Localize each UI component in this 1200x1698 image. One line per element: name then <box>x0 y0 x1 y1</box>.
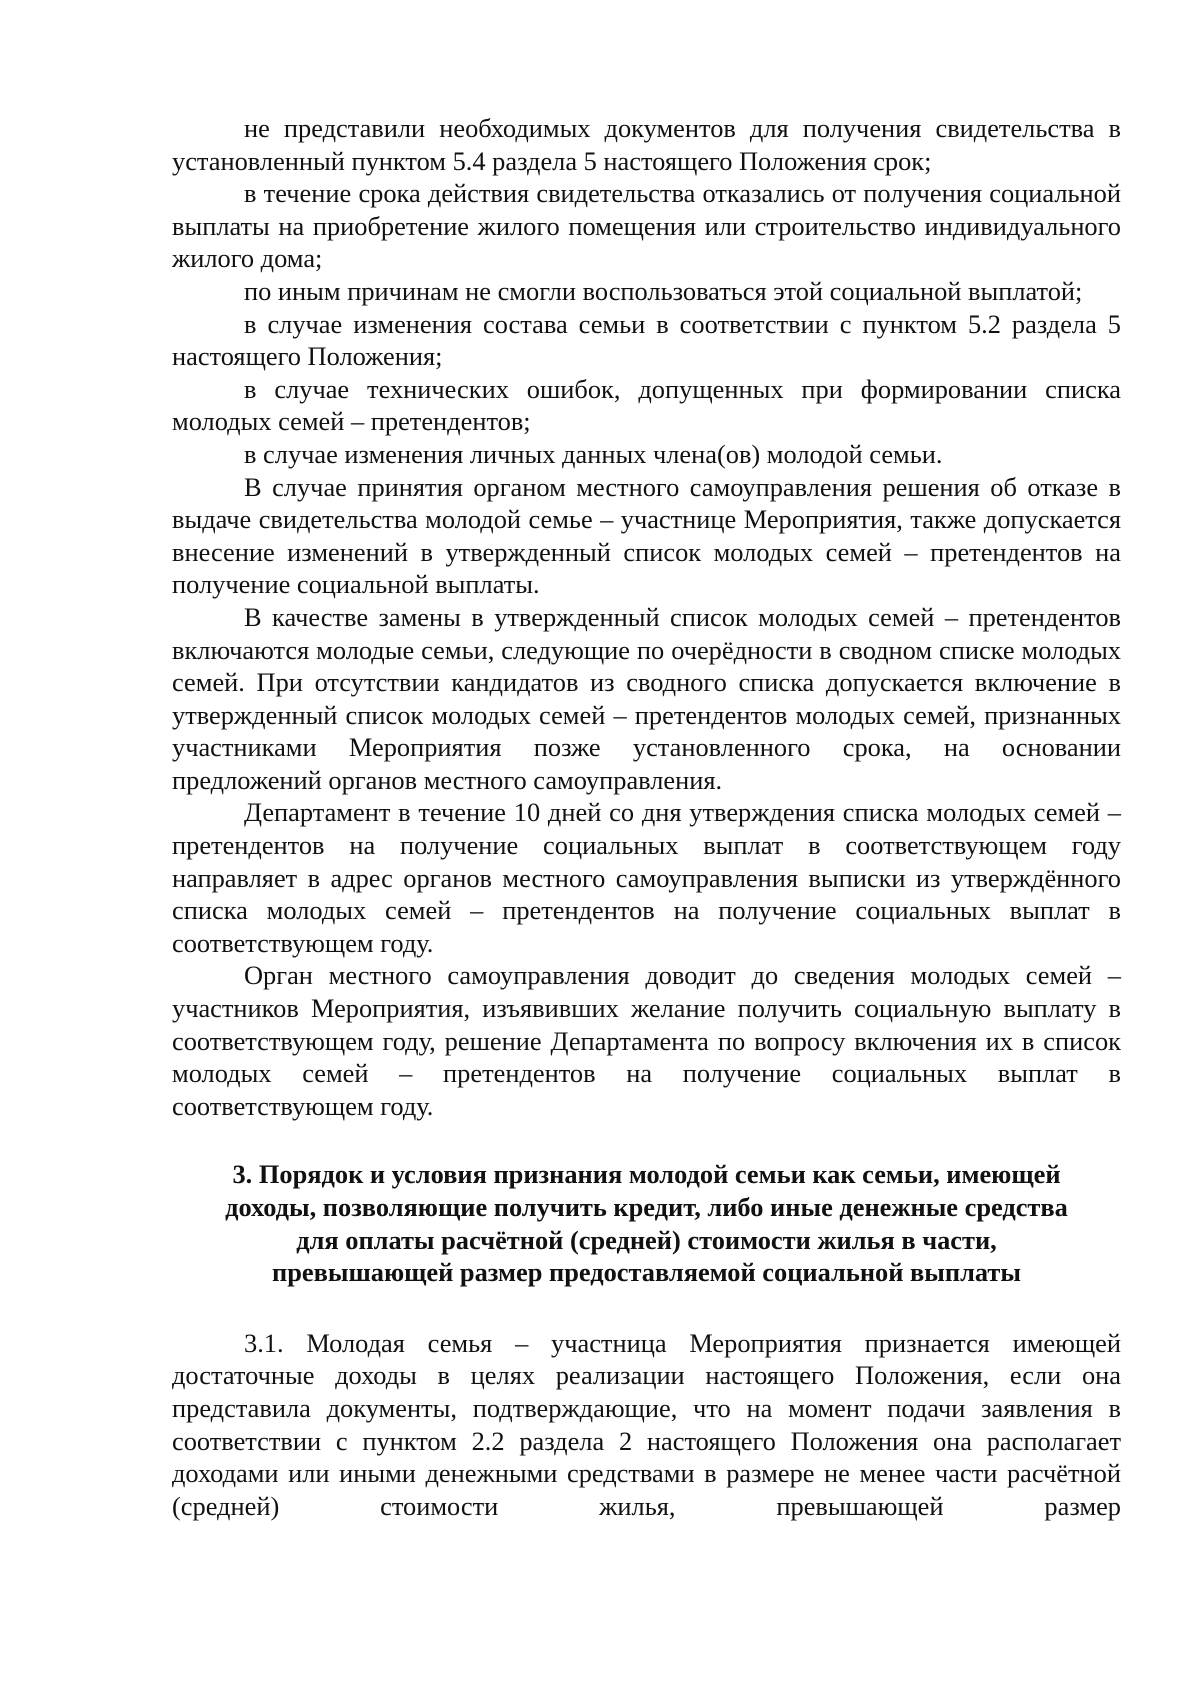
document-page <box>172 112 1121 1522</box>
paragraph-missing-documents: не представили необходимых документов для получения свидетельства в установленный пунктом 5.4 раздела 5 настоящего Положения срок; <box>172 113 1121 176</box>
paragraph-other-reasons: по иным причинам не смогли воспользоваться этой социальной выплатой; <box>244 275 1083 306</box>
paragraph-refused-payment: в течение срока действия свидетельства отказались от получения социальной выплаты на приобретение жилого помещения или строительство индивидуального жилого дома; <box>172 178 1121 274</box>
paragraph-technical-errors: в случае технических ошибок, допущенных при формировании списка молодых семей – претендентов; <box>172 373 1121 437</box>
paragraph-family-change: в случае изменения состава семьи в соответствии с пунктом 5.2 раздела 5 настоящего Положения; <box>172 308 1121 372</box>
section-heading-line-2: доходы, позволяющие получить кредит, либо иные денежные средства <box>225 1192 1068 1222</box>
paragraph-replacement: В качестве замены в утвержденный список молодых семей – претендентов включаются молодые семьи, следующие по очерёдности в сводном списке молодых семей. При отсутствии кандидатов из сводного списка допускается включение в утвержденный список молодых семей – претендентов молодых семей, признанных участниками Мероприятия позже установленного срока, на основании предложений органов местного самоуправления. <box>172 601 1121 795</box>
section-heading-line-3: для оплаты расчётной (средней) стоимости жилья в части, <box>296 1224 997 1255</box>
paragraph-personal-data-change: в случае изменения личных данных члена(ов) молодой семьи. <box>244 438 943 469</box>
paragraph-department-extracts: Департамент в течение 10 дней со дня утверждения списка молодых семей – претендентов на получение социальных выплат в соответствующем году направляет в адрес органов местного самоуправления выписки из утверждённого списка молодых семей – претендентов на получение социальных выплат в соответствующем году. <box>172 797 1121 958</box>
paragraph-refusal-decision: В случае принятия органом местного самоуправления решения об отказе в выдаче свидетельства молодой семье – участнице Мероприятия, также допускается внесение изменений в утвержденный список молодых семей – претендентов на получение социальной выплаты. <box>172 471 1121 600</box>
section-heading-line-4: превышающей размер предоставляемой социальной выплаты <box>272 1257 1021 1288</box>
paragraph-3-1: 3.1. Молодая семья – участница Мероприятия признается имеющей достаточные доходы в целях реализации настоящего Положения, если она представила документы, подтверждающие, что на момент подачи заявления в соответствии с пунктом 2.2 раздела 2 настоящего Положения она располагает доходами или иными денежными средствами в размере не менее части расчётной (средней) стоимости жилья, превышающей размер <box>172 1327 1121 1521</box>
section-heading-line-1: 3. Порядок и условия признания молодой семьи как семьи, имеющей <box>232 1159 1061 1190</box>
paragraph-local-authority-notice: Орган местного самоуправления доводит до сведения молодых семей – участников Мероприятия, изъявивших желание получить социальную выплату в соответствующем году, решение Департамента по вопросу включения их в список молодых семей – претендентов на получение социальных выплат в соответствующем году. <box>172 960 1121 1121</box>
section-3-heading <box>172 1158 1121 1288</box>
